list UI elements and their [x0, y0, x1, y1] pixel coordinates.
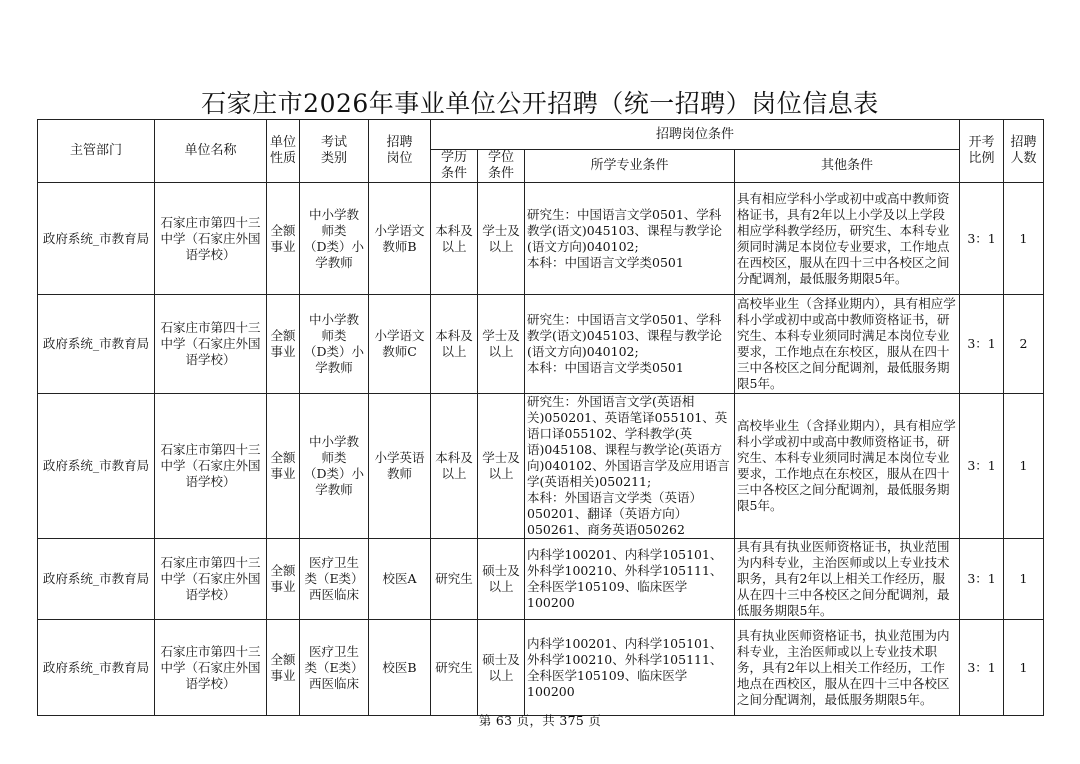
post-cell: 小学语文 教师B — [369, 183, 431, 295]
table-row — [38, 539, 1044, 620]
unit-cell: 石家庄市第四十三中学（石家庄外国语学校） — [155, 394, 267, 539]
table-row — [38, 295, 1044, 394]
major-cell: 内科学100201、内科学105101、外科学100210、外科学105111、全科医学105109、临床医学100200 — [525, 620, 735, 716]
post-cell: 小学语文 教师C — [369, 295, 431, 394]
job-info-table — [37, 119, 1044, 716]
header-conditions: 招聘岗位条件 — [431, 120, 960, 150]
unit-cell: 石家庄市第四十三中学（石家庄外国语学校） — [155, 183, 267, 295]
table-row — [38, 183, 1044, 295]
table-row — [38, 620, 1044, 716]
ratio-cell: 3：1 — [960, 539, 1004, 620]
header-nature: 单位 性质 — [267, 120, 300, 183]
post-cell: 校医A — [369, 539, 431, 620]
count-cell: 1 — [1004, 539, 1044, 620]
unit-cell: 石家庄市第四十三中学（石家庄外国语学校） — [155, 620, 267, 716]
exam-cell: 中小学教 师类 （D类）小 学教师 — [300, 183, 369, 295]
count-cell: 1 — [1004, 394, 1044, 539]
other-cell: 高校毕业生（含择业期内），具有相应学科小学或初中或高中教师资格证书，研究生、本科专业须同时满足本岗位专业要求，工作地点在东校区，服从在四十三中各校区之间分配调剂，最低服务期限5年。 — [735, 295, 960, 394]
count-cell: 1 — [1004, 620, 1044, 716]
header-major: 所学专业条件 — [525, 150, 735, 183]
post-cell: 小学英语 教师 — [369, 394, 431, 539]
page-title: 石家庄市2026年事业单位公开招聘（统一招聘）岗位信息表 — [201, 89, 879, 118]
dept-cell: 政府系统_市教育局 — [38, 620, 155, 716]
major-cell: 研究生：中国语言文学0501、学科教学(语文)045103、课程与教学论(语文方向)040102; 本科：中国语言文学类0501 — [525, 183, 735, 295]
dept-cell: 政府系统_市教育局 — [38, 394, 155, 539]
exam-cell: 医疗卫生 类（E类） 西医临床 — [300, 539, 369, 620]
major-cell: 研究生：中国语言文学0501、学科教学(语文)045103、课程与教学论(语文方向)040102; 本科：中国语言文学类0501 — [525, 295, 735, 394]
ratio-cell: 3：1 — [960, 295, 1004, 394]
dept-cell: 政府系统_市教育局 — [38, 183, 155, 295]
edu-cell: 研究生 — [431, 620, 478, 716]
header-ratio: 开考 比例 — [960, 120, 1004, 183]
degree-cell: 学士及 以上 — [478, 295, 525, 394]
other-cell: 具有执业医师资格证书，执业范围为内科专业，主治医师或以上专业技术职务，具有2年以上相关工作经历，工作地点在西校区，服从在四十三中各校区之间分配调剂，最低服务期限5年。 — [735, 620, 960, 716]
edu-cell: 研究生 — [431, 539, 478, 620]
degree-cell: 学士及 以上 — [478, 394, 525, 539]
nature-cell: 全额 事业 — [267, 183, 300, 295]
header-edu: 学历 条件 — [431, 150, 478, 183]
unit-cell: 石家庄市第四十三中学（石家庄外国语学校） — [155, 295, 267, 394]
post-cell: 校医B — [369, 620, 431, 716]
table-row — [38, 394, 1044, 539]
header-post: 招聘 岗位 — [369, 120, 431, 183]
unit-cell: 石家庄市第四十三中学（石家庄外国语学校） — [155, 539, 267, 620]
edu-cell: 本科及 以上 — [431, 183, 478, 295]
degree-cell: 学士及 以上 — [478, 183, 525, 295]
nature-cell: 全额 事业 — [267, 620, 300, 716]
other-cell: 具有相应学科小学或初中或高中教师资格证书，具有2年以上小学及以上学段相应学科教学经历，研究生、本科专业须同时满足本岗位专业要求，工作地点在西校区，服从在四十三中各校区之间分配调剂，最低服务期限5年。 — [735, 183, 960, 295]
edu-cell: 本科及 以上 — [431, 295, 478, 394]
degree-cell: 硕士及 以上 — [478, 620, 525, 716]
header-dept: 主管部门 — [38, 120, 155, 183]
major-cell: 研究生：外国语言文学(英语相关)050201、英语笔译055101、英语口译055102、学科教学(英语)045108、课程与教学论(英语方向)040102、外国语言学及应用语言学(英语相关)050211; 本科：外国语言文学类（英语）050201、翻译（英语方向）050261、商务英语050262 — [525, 394, 735, 539]
dept-cell: 政府系统_市教育局 — [38, 539, 155, 620]
major-cell: 内科学100201、内科学105101、外科学100210、外科学105111、全科医学105109、临床医学100200 — [525, 539, 735, 620]
header-exam: 考试 类别 — [300, 120, 369, 183]
exam-cell: 医疗卫生 类（E类） 西医临床 — [300, 620, 369, 716]
count-cell: 1 — [1004, 183, 1044, 295]
exam-cell: 中小学教 师类 （D类）小 学教师 — [300, 295, 369, 394]
dept-cell: 政府系统_市教育局 — [38, 295, 155, 394]
nature-cell: 全额 事业 — [267, 295, 300, 394]
edu-cell: 本科及 以上 — [431, 394, 478, 539]
header-count: 招聘 人数 — [1004, 120, 1044, 183]
header-unit: 单位名称 — [155, 120, 267, 183]
ratio-cell: 3：1 — [960, 183, 1004, 295]
nature-cell: 全额 事业 — [267, 394, 300, 539]
ratio-cell: 3：1 — [960, 394, 1004, 539]
page-number: 第 63 页，共 375 页 — [478, 713, 602, 728]
header-other: 其他条件 — [735, 150, 960, 183]
exam-cell: 中小学教 师类 （D类）小 学教师 — [300, 394, 369, 539]
other-cell: 高校毕业生（含择业期内），具有相应学科小学或初中或高中教师资格证书，研究生、本科专业须同时满足本岗位专业要求，工作地点在东校区，服从在四十三中各校区之间分配调剂，最低服务期限5年。 — [735, 394, 960, 539]
ratio-cell: 3：1 — [960, 620, 1004, 716]
degree-cell: 硕士及 以上 — [478, 539, 525, 620]
count-cell: 2 — [1004, 295, 1044, 394]
other-cell: 具有具有执业医师资格证书，执业范围为内科专业，主治医师或以上专业技术职务，具有2年以上相关工作经历，服从在四十三中各校区之间分配调剂，最低服务期限5年。 — [735, 539, 960, 620]
header-degree: 学位 条件 — [478, 150, 525, 183]
nature-cell: 全额 事业 — [267, 539, 300, 620]
